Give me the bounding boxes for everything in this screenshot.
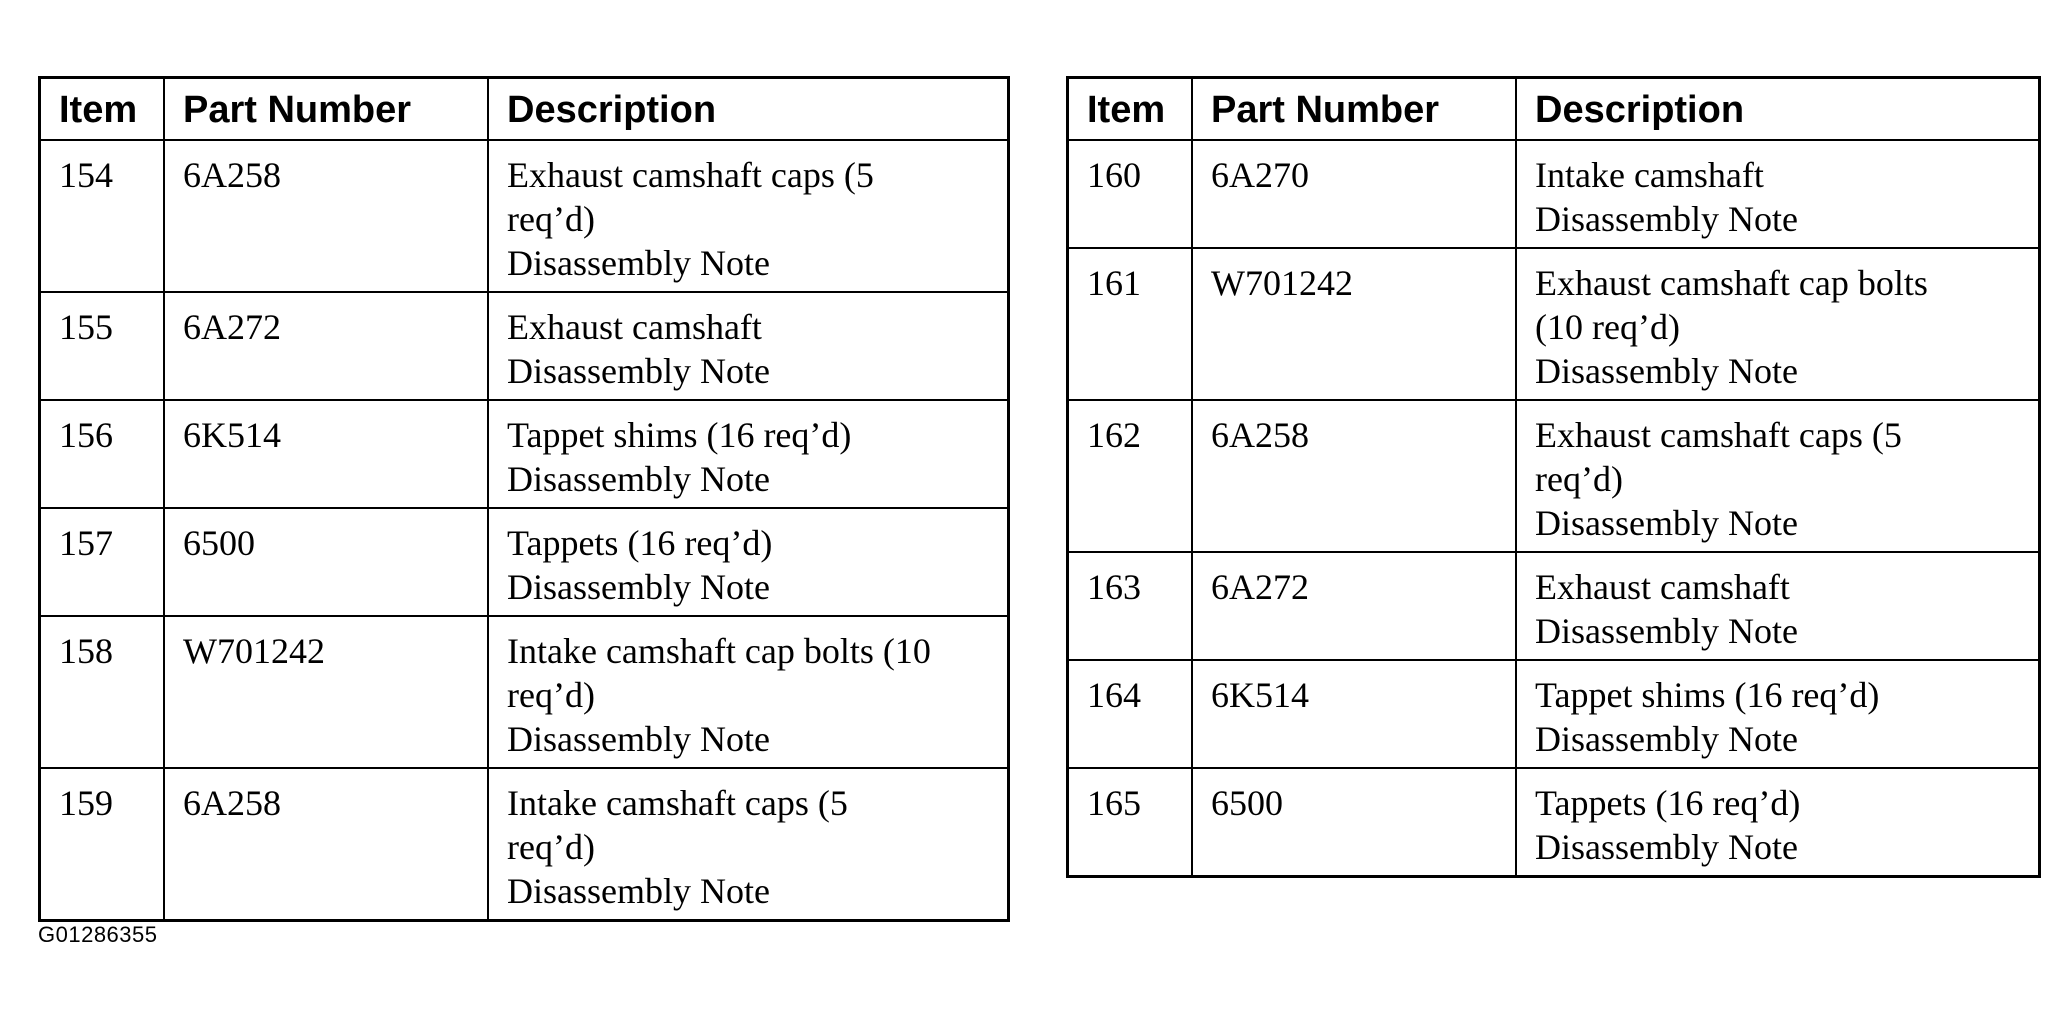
description-line: Exhaust camshaft cap bolts: [1535, 263, 1928, 303]
description-line: req’d): [1535, 459, 1623, 499]
description-line: Intake camshaft caps (5: [507, 783, 848, 823]
cell-part-number: 6A258: [164, 140, 488, 292]
cell-part-number: 6500: [1192, 768, 1516, 877]
parts-table-left: [38, 76, 1010, 922]
table-body: [40, 140, 1009, 921]
table-row: [40, 508, 1009, 616]
description-line: Exhaust camshaft caps (5: [1535, 415, 1902, 455]
cell-item: 161: [1068, 248, 1193, 400]
description-line: Disassembly Note: [507, 719, 770, 759]
cell-part-number: 6A272: [1192, 552, 1516, 660]
cell-item: 160: [1068, 140, 1193, 248]
description-line: req’d): [507, 199, 595, 239]
cell-description: [1516, 768, 2040, 877]
description-line: Exhaust camshaft: [1535, 567, 1790, 607]
table-row: [40, 400, 1009, 508]
description-line: Intake camshaft: [1535, 155, 1764, 195]
cell-part-number: 6500: [164, 508, 488, 616]
cell-item: 157: [40, 508, 165, 616]
table-row: [40, 768, 1009, 921]
header-description: Description: [1516, 78, 2040, 141]
cell-description: [488, 292, 1009, 400]
cell-description: [1516, 400, 2040, 552]
cell-description: [488, 768, 1009, 921]
table-row: [1068, 248, 2040, 400]
description-line: req’d): [507, 827, 595, 867]
header-part-number: Part Number: [1192, 78, 1516, 141]
cell-part-number: 6K514: [1192, 660, 1516, 768]
cell-description: [488, 616, 1009, 768]
cell-part-number: 6A258: [164, 768, 488, 921]
header-part-number: Part Number: [164, 78, 488, 141]
cell-part-number: W701242: [164, 616, 488, 768]
table-row: [1068, 660, 2040, 768]
cell-item: 162: [1068, 400, 1193, 552]
table-row: [40, 140, 1009, 292]
cell-part-number: 6A272: [164, 292, 488, 400]
cell-part-number: 6A258: [1192, 400, 1516, 552]
table-row: [40, 616, 1009, 768]
description-line: Tappet shims (16 req’d): [507, 415, 852, 455]
cell-item: 164: [1068, 660, 1193, 768]
parts-table-right: [1066, 76, 2041, 878]
description-line: Disassembly Note: [1535, 351, 1798, 391]
table-row: [1068, 140, 2040, 248]
cell-description: [488, 400, 1009, 508]
cell-item: 159: [40, 768, 165, 921]
description-line: Intake camshaft cap bolts (10: [507, 631, 931, 671]
cell-part-number: 6A270: [1192, 140, 1516, 248]
header-item: Item: [40, 78, 165, 141]
description-line: req’d): [507, 675, 595, 715]
cell-description: [1516, 140, 2040, 248]
description-line: Disassembly Note: [507, 243, 770, 283]
description-line: Exhaust camshaft caps (5: [507, 155, 874, 195]
table-row: [1068, 768, 2040, 877]
figure-id-label: G01286355: [38, 922, 158, 947]
description-line: Tappet shims (16 req’d): [1535, 675, 1880, 715]
description-line: Disassembly Note: [1535, 199, 1798, 239]
table-row: [1068, 552, 2040, 660]
description-line: Tappets (16 req’d): [1535, 783, 1801, 823]
cell-description: [1516, 248, 2040, 400]
cell-item: 163: [1068, 552, 1193, 660]
description-line: Exhaust camshaft: [507, 307, 762, 347]
description-line: Disassembly Note: [1535, 827, 1798, 867]
cell-item: 165: [1068, 768, 1193, 877]
cell-description: [1516, 660, 2040, 768]
cell-item: 154: [40, 140, 165, 292]
description-line: (10 req’d): [1535, 307, 1680, 347]
description-line: Disassembly Note: [1535, 611, 1798, 651]
header-item: Item: [1068, 78, 1193, 141]
description-line: Disassembly Note: [1535, 719, 1798, 759]
description-line: Tappets (16 req’d): [507, 523, 773, 563]
description-line: Disassembly Note: [507, 351, 770, 391]
cell-description: [488, 508, 1009, 616]
table-header-row: [40, 78, 1009, 141]
cell-description: [488, 140, 1009, 292]
description-line: Disassembly Note: [1535, 503, 1798, 543]
cell-item: 155: [40, 292, 165, 400]
cell-item: 158: [40, 616, 165, 768]
cell-description: [1516, 552, 2040, 660]
header-description: Description: [488, 78, 1009, 141]
table-body: [1068, 140, 2040, 877]
cell-part-number: 6K514: [164, 400, 488, 508]
table-row: [40, 292, 1009, 400]
description-line: Disassembly Note: [507, 871, 770, 911]
cell-part-number: W701242: [1192, 248, 1516, 400]
description-line: Disassembly Note: [507, 567, 770, 607]
description-line: Disassembly Note: [507, 459, 770, 499]
table-row: [1068, 400, 2040, 552]
cell-item: 156: [40, 400, 165, 508]
table-header-row: [1068, 78, 2040, 141]
